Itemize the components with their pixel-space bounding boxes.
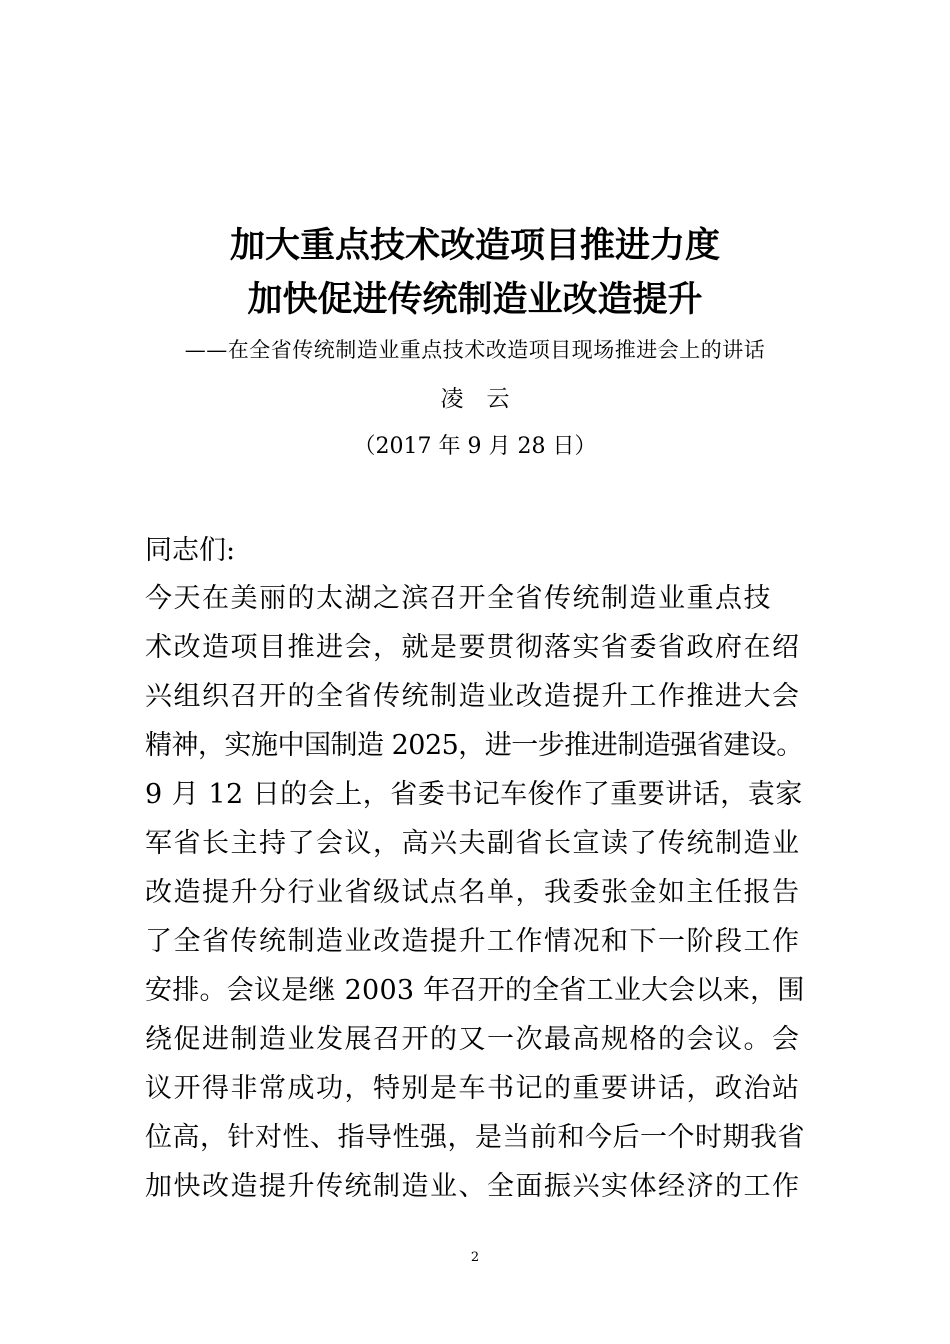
- body-line: 改造提升分行业省级试点名单，我委张金如主任报告: [145, 877, 801, 908]
- body-line: 议开得非常成功，特别是车书记的重要讲话，政治站: [145, 1073, 801, 1104]
- greeting: 同志们:: [145, 535, 236, 566]
- body-line: 精神，实施中国制造 2025，进一步推进制造强省建设。: [145, 730, 803, 761]
- body-line: 术改造项目推进会，就是要贯彻落实省委省政府在绍: [145, 632, 801, 663]
- subtitle: ——在全省传统制造业重点技术改造项目现场推进会上的讲话: [184, 338, 766, 362]
- body-line: 今天在美丽的太湖之滨召开全省传统制造业重点技: [145, 583, 772, 614]
- body-line: 9 月 12 日的会上，省委书记车俊作了重要讲话，袁家: [145, 779, 803, 810]
- body-line: 军省长主持了会议，高兴夫副省长宣读了传统制造业: [145, 828, 801, 859]
- body-line: 位高，针对性、指导性强，是当前和今后一个时期我省: [145, 1122, 805, 1153]
- body-line: 加快改造提升传统制造业、全面振兴实体经济的工作: [145, 1171, 801, 1202]
- speech-date: （2017 年 9 月 28 日）: [353, 434, 597, 459]
- body-line: 兴组织召开的全省传统制造业改造提升工作推进大会: [145, 681, 801, 712]
- author: 凌 云: [440, 386, 510, 412]
- title-line-2: 加快促进传统制造业改造提升: [247, 280, 703, 320]
- body-line: 了全省传统制造业改造提升工作情况和下一阶段工作: [145, 926, 801, 957]
- page-number: 2: [470, 1250, 480, 1265]
- body-line: 安排。会议是继 2003 年召开的全省工业大会以来，围: [145, 975, 805, 1006]
- body-line: 绕促进制造业发展召开的又一次最高规格的会议。会: [145, 1024, 801, 1055]
- title-line-1: 加大重点技术改造项目推进力度: [229, 226, 720, 266]
